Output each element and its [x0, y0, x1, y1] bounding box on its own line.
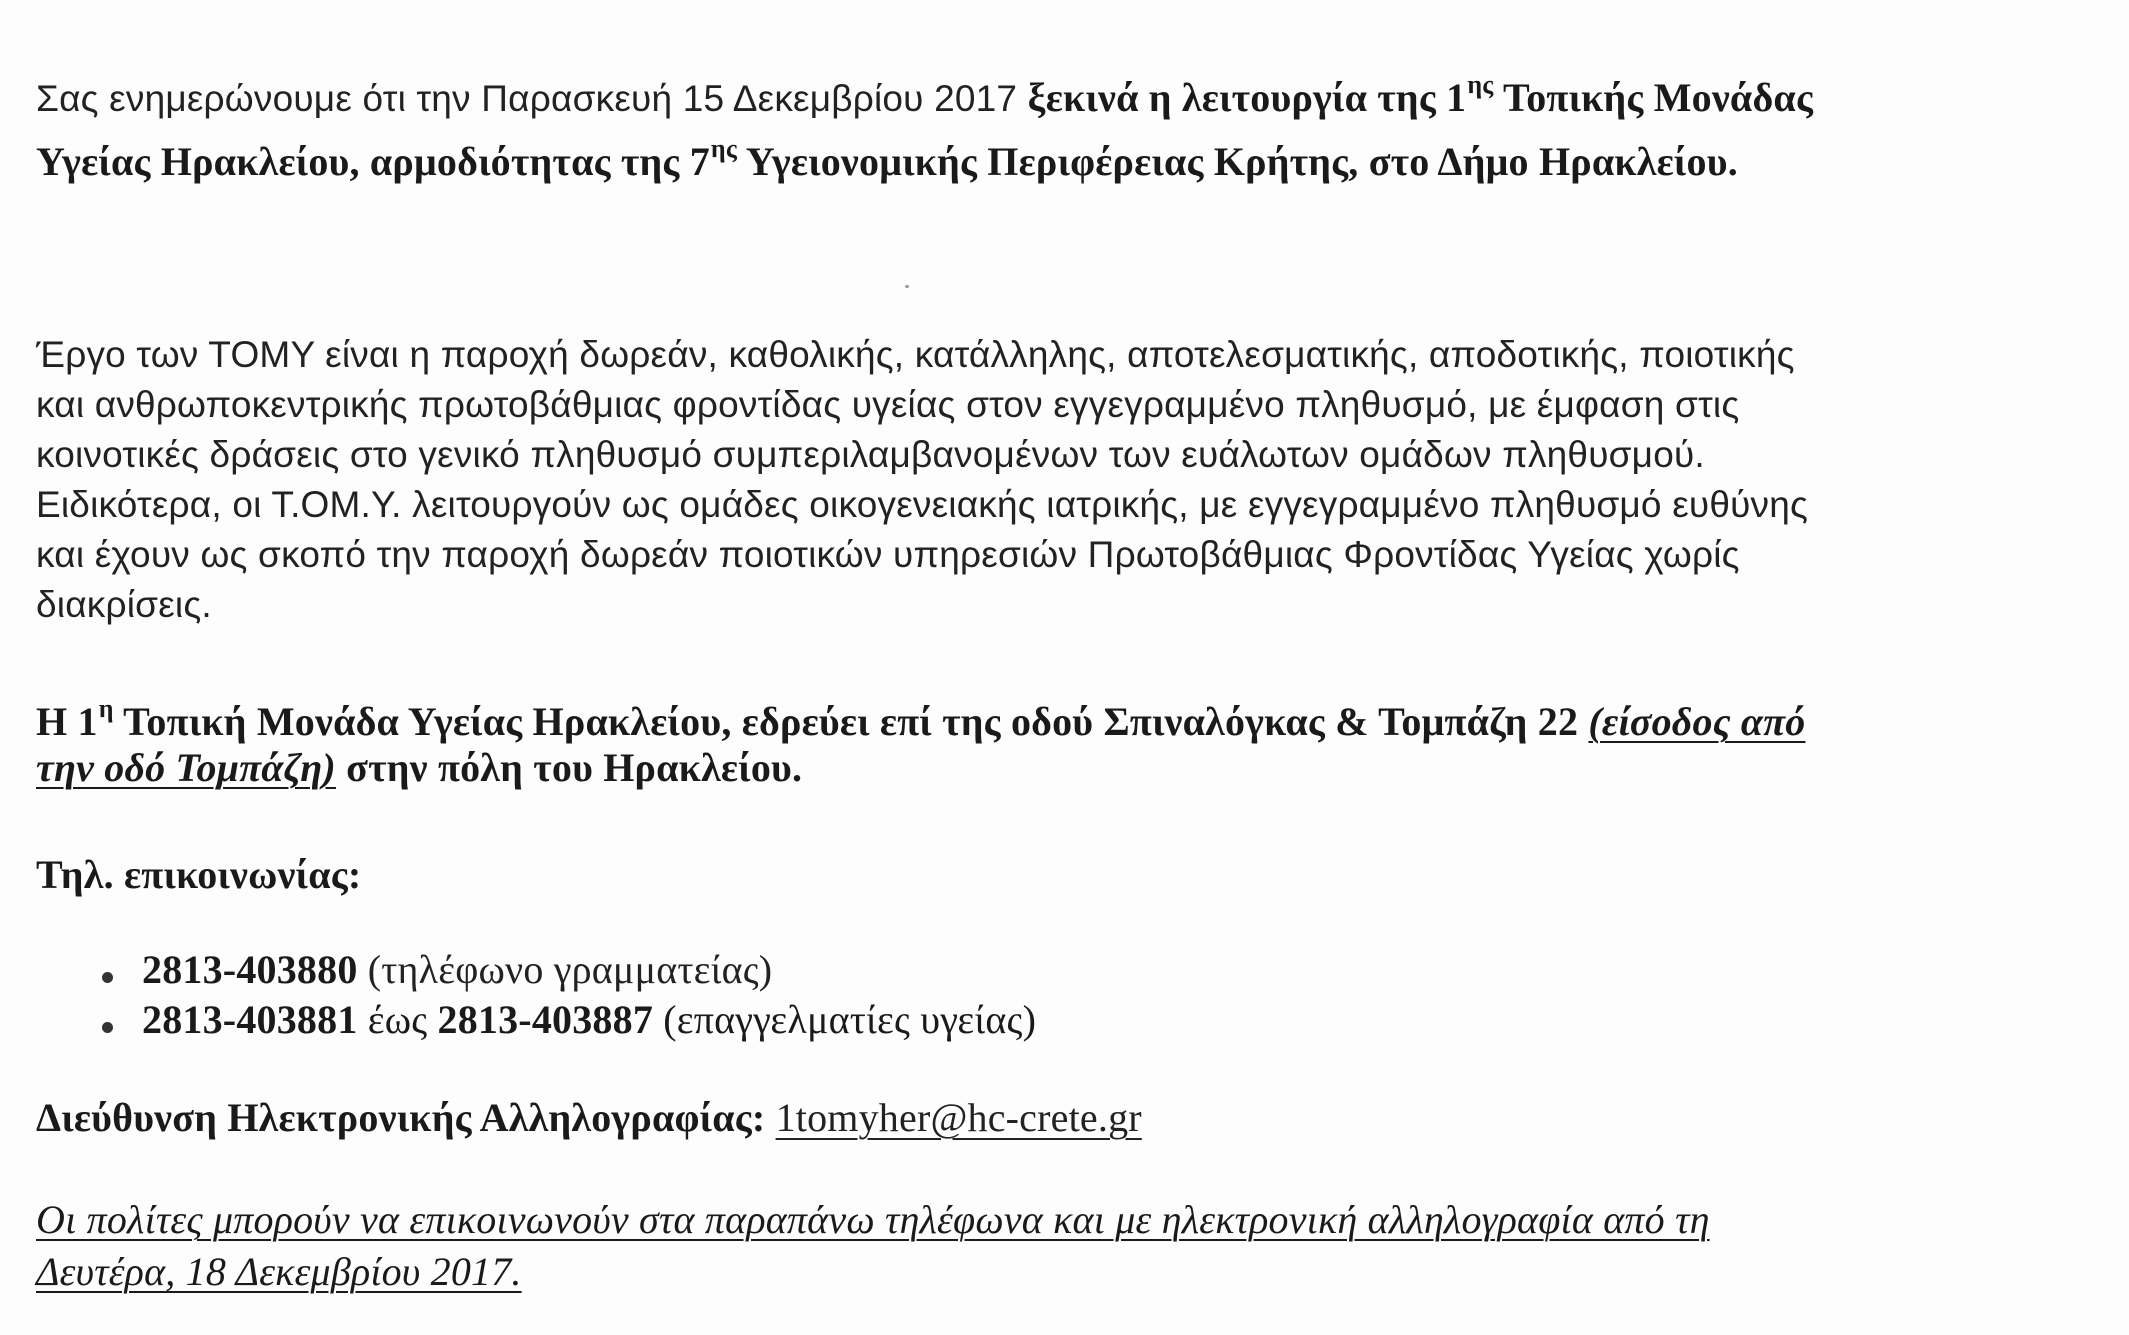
intro-text: Σας ενημερώνουμε ότι την Παρασκευή 15 Δεκεμβρίου 2017 [36, 78, 1028, 119]
ordinal-suffix: ης [1467, 70, 1494, 99]
notice-line-1: Οι πολίτες μπορούν να επικοινωνούν στα παραπάνω τηλέφωνα και με ηλεκτρονική αλληλογραφία από τη [36, 1197, 1710, 1242]
intro-line-1 [36, 72, 1813, 118]
intro-bold-text: Τοπικής Μονάδας [1493, 75, 1814, 120]
location-text: Τοπική Μονάδα Υγείας Ηρακλείου, εδρεύει επί της οδού Σπιναλόγκας & Τομπάζη 22 [113, 699, 1589, 744]
location-line-1 [36, 696, 1806, 742]
email-link[interactable]: 1tomyher@hc-crete.gr [775, 1095, 1142, 1140]
phone-number: 2813-403887 [437, 997, 654, 1042]
email-line [36, 1095, 1142, 1140]
entrance-note: την οδό Τομπάζη) [36, 745, 336, 790]
location-text: στην πόλη του Ηρακλείου. [335, 745, 803, 790]
phone-number: 2813-403881 [142, 997, 358, 1042]
phone-note: (επαγγελματίες υγείας) [653, 997, 1037, 1042]
phone-note: (τηλέφωνο γραμματείας) [357, 947, 773, 992]
ordinal-suffix: η [98, 694, 114, 723]
location-line-2 [36, 745, 803, 790]
phone-number: 2813-403880 [142, 947, 358, 992]
phone-range-word: έως [357, 997, 438, 1042]
intro-line-2 [36, 136, 1738, 182]
intro-bold-text: Υγείας Ηρακλείου, αρμοδιότητας της 7 [36, 139, 710, 184]
description-line: Έργο των ΤΟΜΥ είναι η παροχή δωρεάν, καθολικής, κατάλληλης, αποτελεσματικής, αποδοτικής, ποιοτικής [36, 334, 1795, 375]
phones-label: Τηλ. επικοινωνίας: [36, 852, 362, 897]
phone-item [142, 947, 773, 992]
location-text: Η 1 [36, 699, 98, 744]
email-label: Διεύθυνση Ηλεκτρονικής Αλληλογραφίας: [36, 1095, 776, 1140]
description-line: Ειδικότερα, οι Τ.ΟΜ.Υ. λειτουργούν ως ομάδες οικογενειακής ιατρικής, με εγγεγραμμένο πληθυσμό ευθύνης [36, 484, 1809, 525]
bullet-icon [102, 1022, 113, 1033]
description-line: και ανθρωποκεντρικής πρωτοβάθμιας φροντίδας υγείας στον εγγεγραμμένο πληθυσμό, με έμφαση στις [36, 384, 1740, 425]
intro-bold-text: ξεκινά η λειτουργία της 1 [1027, 75, 1467, 120]
notice-line-2: Δευτέρα, 18 Δεκεμβρίου 2017. [36, 1249, 522, 1294]
description-line: διακρίσεις. [36, 584, 212, 625]
entrance-note: (είσοδος από [1588, 699, 1806, 744]
description-line: και έχουν ως σκοπό την παροχή δωρεάν ποιοτικών υπηρεσιών Πρωτοβάθμιας Φροντίδας Υγείας χωρίς [36, 534, 1740, 575]
description-line: κοινοτικές δράσεις στο γενικό πληθυσμό συμπεριλαμβανομένων των ευάλωτων ομάδων πληθυσμού. [36, 434, 1705, 475]
scan-speck [905, 285, 909, 288]
ordinal-suffix: ης [710, 134, 738, 163]
bullet-icon [102, 972, 113, 983]
phone-item [142, 997, 1037, 1042]
intro-bold-text: Υγειονομικής Περιφέρειας Κρήτης, στο Δήμο Ηρακλείου. [737, 139, 1738, 184]
